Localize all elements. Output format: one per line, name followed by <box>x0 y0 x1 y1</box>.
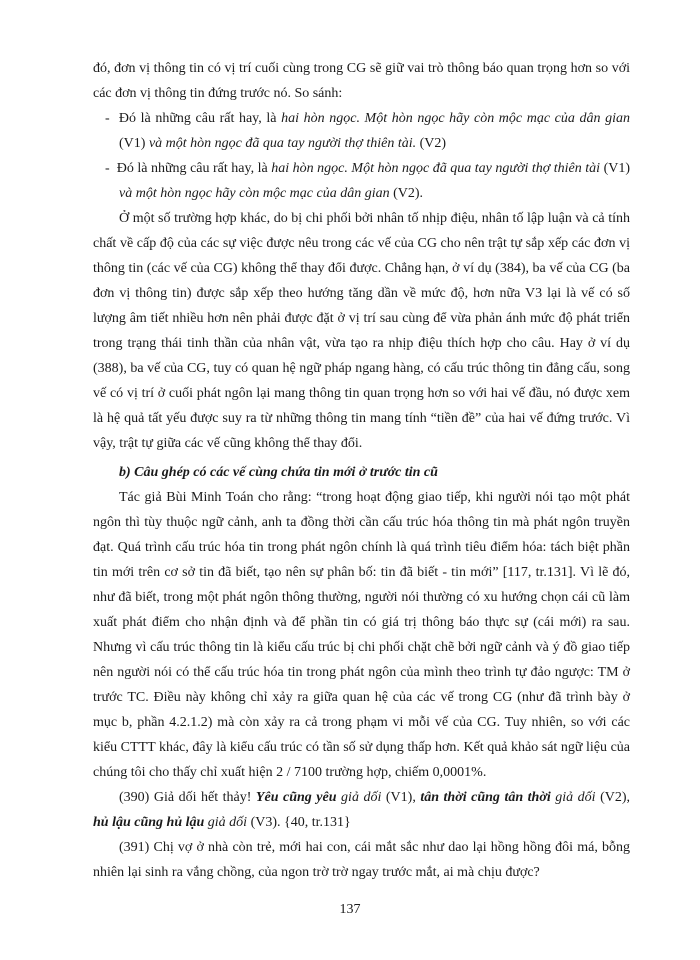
example-text: (390) Giả dối hết thảy! <box>119 790 256 805</box>
page-number: 137 <box>339 902 361 917</box>
bullet-dash: - <box>105 161 110 176</box>
example-bold-italic: Yêu cũng yêu <box>255 790 337 805</box>
bullet-text: (V1) <box>119 136 149 151</box>
example-text: (V1), <box>381 790 421 805</box>
example-bold-italic: tân thời cũng tân thời <box>420 790 551 805</box>
example-italic: giả dối <box>336 790 382 805</box>
example-bold-italic: hủ lậu cũng hủ lậu <box>93 815 205 830</box>
example-390 <box>93 785 630 835</box>
bullet-text: (V2). <box>389 186 424 201</box>
bullet-italic: và một hòn ngọc hãy còn mộc mạc của dân gian <box>119 186 390 201</box>
page-body <box>93 56 630 885</box>
bullet-text: (V2) <box>416 136 447 151</box>
bullet-italic: và một hòn ngọc đã qua tay người thợ thiên tài. <box>148 136 417 151</box>
example-text: (V3). {40, tr.131} <box>247 815 351 830</box>
bullet-italic: hai hòn ngọc. Một hòn ngọc hãy còn mộc mạc của dân gian <box>281 111 631 126</box>
bullet-italic: hai hòn ngọc. Một hòn ngọc đã qua tay người thợ thiên tài <box>271 161 601 176</box>
comparison-bullet-2 <box>93 156 630 206</box>
bullet-text: Đó là những câu rất hay, là <box>118 111 282 126</box>
paragraph-continuation: đó, đơn vị thông tin có vị trí cuối cùng trong CG sẽ giữ vai trò thông báo quan trọng hơn so với các đơn vị thông tin đứng trước nó. So sánh: <box>93 61 630 101</box>
bullet-dash: - <box>105 111 110 126</box>
example-text: (V2), <box>595 790 631 805</box>
bullet-text: Đó là những câu rất hay, là <box>116 161 272 176</box>
example-italic: giả dối <box>550 790 596 805</box>
paragraph-word-order: Ở một số trường hợp khác, do bị chi phối bởi nhân tố nhịp điệu, nhân tố lập luận và cả tính chất về cấp độ của các sự việc được nêu trong các vế của CG cho nên trật tự sắp xếp các đơn vị thông tin (các vế của CG) không thể thay đổi được. Chẳng hạn, ở ví dụ (384), ba vế của CG (ba đơn vị thông tin) được sắp xếp theo hướng tăng dần về mức độ, hơn nữa V3 lại là vế có số lượng âm tiết nhiều hơn nên phải được đặt ở vị trí sau cùng để vừa phản ánh mức độ phát triển trong trạng thái tinh thần của nhân vật, vừa tạo ra nhịp điệu thích hợp cho câu. Hay ở ví dụ (388), ba vế của CG, tuy có quan hệ ngữ pháp ngang hàng, có cấu trúc thông tin đẳng cấu, song vế có vị trí ở cuối phát ngôn lại mang thông tin quan trọng hơn so với hai vế đầu, nó được xem là hệ quả tất yếu được suy ra từ những thông tin mang tính “tiền đề” của hai vế đứng trước. Vì vậy, trật tự giữa các vế cũng không thể thay đổi. <box>93 211 630 451</box>
example-italic: giả dối <box>204 815 248 830</box>
bullet-text: (V1) <box>600 161 631 176</box>
example-391: (391) Chị vợ ở nhà còn trẻ, mới hai con, cái mắt sắc như dao lại hồng hồng đôi má, bỗng nhiên lại sinh ra vắng chồng, của ngon trờ trờ ngay trước mắt, ai mà chịu được? <box>93 840 630 880</box>
paragraph-new-before-old: Tác giả Bùi Minh Toán cho rằng: “trong hoạt động giao tiếp, khi người nói tạo một phát ngôn thì tùy thuộc ngữ cảnh, anh ta đồng thời cần cấu trúc hóa thông tin mà phát ngôn truyền đạt. Quá trình cấu trúc hóa tin trong phát ngôn chính là quá trình tiêu điểm hóa: tách biệt phần tin mới trên cơ sở tin đã biết, tạo nên sự phân bố: tin đã biết - tin mới” [117, tr.131]. Vì lẽ đó, như đã biết, trong một phát ngôn thông thường, người nói thường có xu hướng chọn cái cũ làm xuất phát điểm cho nhận định và để phần tin có giá trị thông báo thực sự (cái mới) ra sau. Nhưng vì cấu trúc thông tin là kiểu cấu trúc bị chi phối chặt chẽ bởi ngữ cảnh và ý đồ giao tiếp nên người nói có thể cấu trúc hóa tin trong phát ngôn của mình theo trình tự đảo ngược: TM ở trước TC. Điều này không chỉ xảy ra giữa quan hệ của các vế trong CG (như đã trình bày ở mục b, phần 4.2.1.2) mà còn xảy ra cả trong phạm vi mỗi vế của CG. Tuy nhiên, so với các kiểu CTTT khác, đây là kiểu cấu trúc có tần số sử dụng thấp hơn. Kết quả khảo sát ngữ liệu của chúng tôi cho thấy chỉ xuất hiện 2 / 7100 trường hợp, chiếm 0,0001%. <box>93 490 630 780</box>
comparison-bullet-1 <box>93 106 630 156</box>
section-heading: b) Câu ghép có các vế cùng chứa tin mới ở trước tin cũ <box>119 465 438 480</box>
